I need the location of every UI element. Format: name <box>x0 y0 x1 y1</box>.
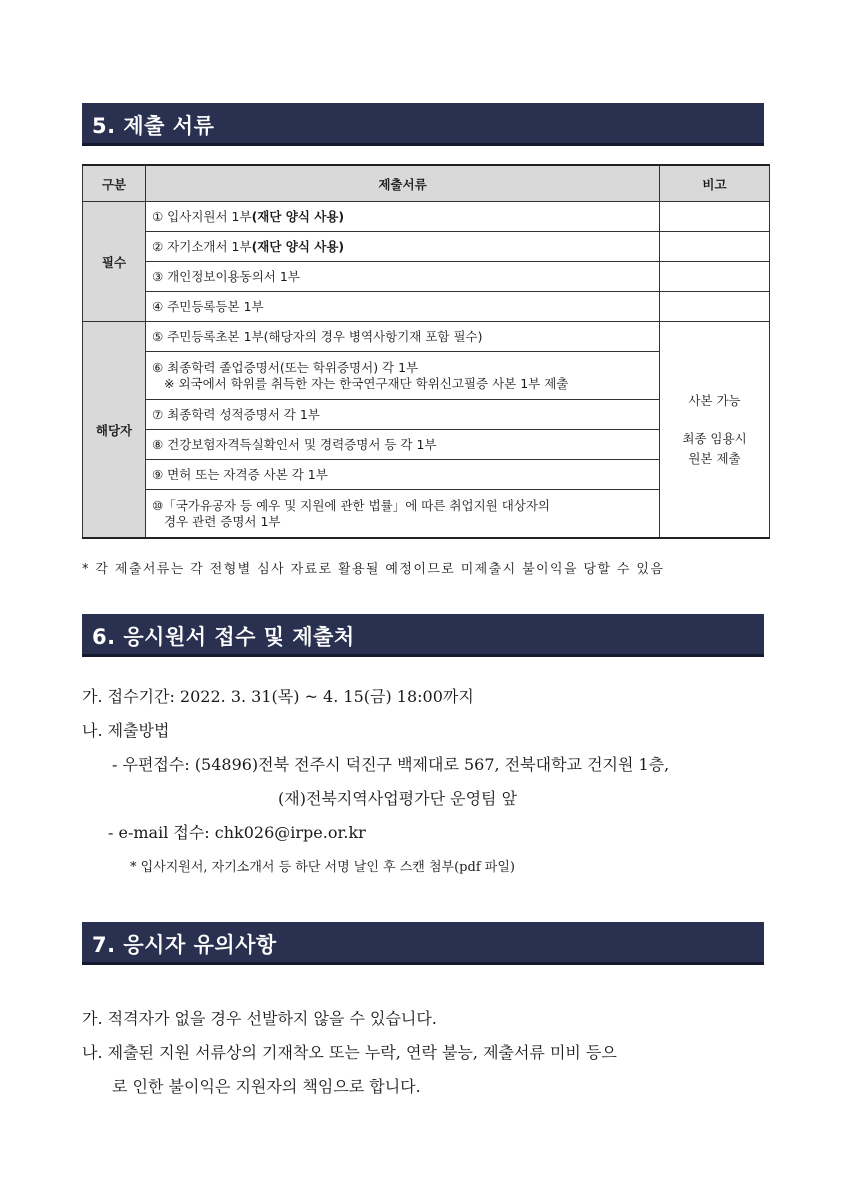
note-empty <box>660 232 770 262</box>
applicable-category: 해당자 <box>83 322 146 539</box>
section-5-title: 5. 제출 서류 <box>92 114 215 138</box>
required-item-2: ② 자기소개서 1부(재단 양식 사용) <box>146 232 660 262</box>
submission-method-heading: 나. 제출방법 <box>82 721 170 740</box>
required-item-3: ③ 개인정보이용동의서 1부 <box>146 262 660 292</box>
section-7-title: 7. 응시자 유의사항 <box>92 933 277 957</box>
table-header-row <box>83 165 770 202</box>
copy-note <box>660 322 770 539</box>
required-item-1: ① 입사지원서 1부(재단 양식 사용) <box>146 202 660 232</box>
section-7-header <box>82 922 764 965</box>
note-line-2: 최종 임용시 <box>682 430 747 446</box>
email-submission: - e-mail 접수: chk026@irpe.or.kr <box>108 823 366 842</box>
application-period: 가. 접수기간: 2022. 3. 31(목) ~ 4. 15(금) 18:00까지 <box>82 687 474 706</box>
applicable-item-6: ⑥ 최종학력 졸업증명서(또는 학위증명서) 각 1부 ※ 외국에서 학위를 취득한 자는 한국연구재단 학위신고필증 사본 1부 제출 <box>146 352 660 400</box>
notice-item-2: 나. 제출된 지원 서류상의 기재착오 또는 누락, 연락 불능, 제출서류 미비 등으 <box>82 1043 617 1062</box>
applicable-item-7: ⑦ 최종학력 성적증명서 각 1부 <box>146 400 660 430</box>
col-documents: 제출서류 <box>146 165 660 202</box>
table-row <box>83 232 770 262</box>
notice-item-2-cont: 로 인한 불이익은 지원자의 책임으로 합니다. <box>112 1077 421 1096</box>
required-category: 필수 <box>83 202 146 322</box>
note-empty <box>660 202 770 232</box>
col-note: 비고 <box>660 165 770 202</box>
note-empty <box>660 292 770 322</box>
section-6-header <box>82 614 764 657</box>
required-item-4: ④ 주민등록등본 1부 <box>146 292 660 322</box>
note-line-3: 원본 제출 <box>688 450 741 466</box>
table-row <box>83 322 770 352</box>
note-empty <box>660 262 770 292</box>
table-row <box>83 292 770 322</box>
email-note: * 입사지원서, 자기소개서 등 하단 서명 날인 후 스캔 첨부(pdf 파일) <box>130 860 515 875</box>
documents-table <box>82 164 770 539</box>
postal-submission-cont: (재)전북지역사업평가단 운영팀 앞 <box>278 789 518 808</box>
postal-submission: - 우편접수: (54896)전북 전주시 덕진구 백제대로 567, 전북대학교 건지원 1층, <box>112 755 670 774</box>
table-row <box>83 262 770 292</box>
section-6-title: 6. 응시원서 접수 및 제출처 <box>92 625 355 649</box>
applicable-item-9: ⑨ 면허 또는 자격증 사본 각 1부 <box>146 460 660 490</box>
notice-item-1: 가. 적격자가 없을 경우 선발하지 않을 수 있습니다. <box>82 1009 437 1028</box>
applicable-item-5: ⑤ 주민등록초본 1부(해당자의 경우 병역사항기재 포함 필수) <box>146 322 660 352</box>
applicable-item-8: ⑧ 건강보험자격득실확인서 및 경력증명서 등 각 1부 <box>146 430 660 460</box>
note-line-1: 사본 가능 <box>688 392 741 408</box>
documents-footnote: * 각 제출서류는 각 전형별 심사 자료로 활용될 예정이므로 미제출시 불이익을 당할 수 있음 <box>82 562 665 577</box>
col-category: 구분 <box>83 165 146 202</box>
table-row <box>83 202 770 232</box>
section-5-header <box>82 103 764 146</box>
applicable-item-10: ⑩「국가유공자 등 예우 및 지원에 관한 법률」에 따른 취업지원 대상자의 경우 관련 증명서 1부 <box>146 490 660 539</box>
